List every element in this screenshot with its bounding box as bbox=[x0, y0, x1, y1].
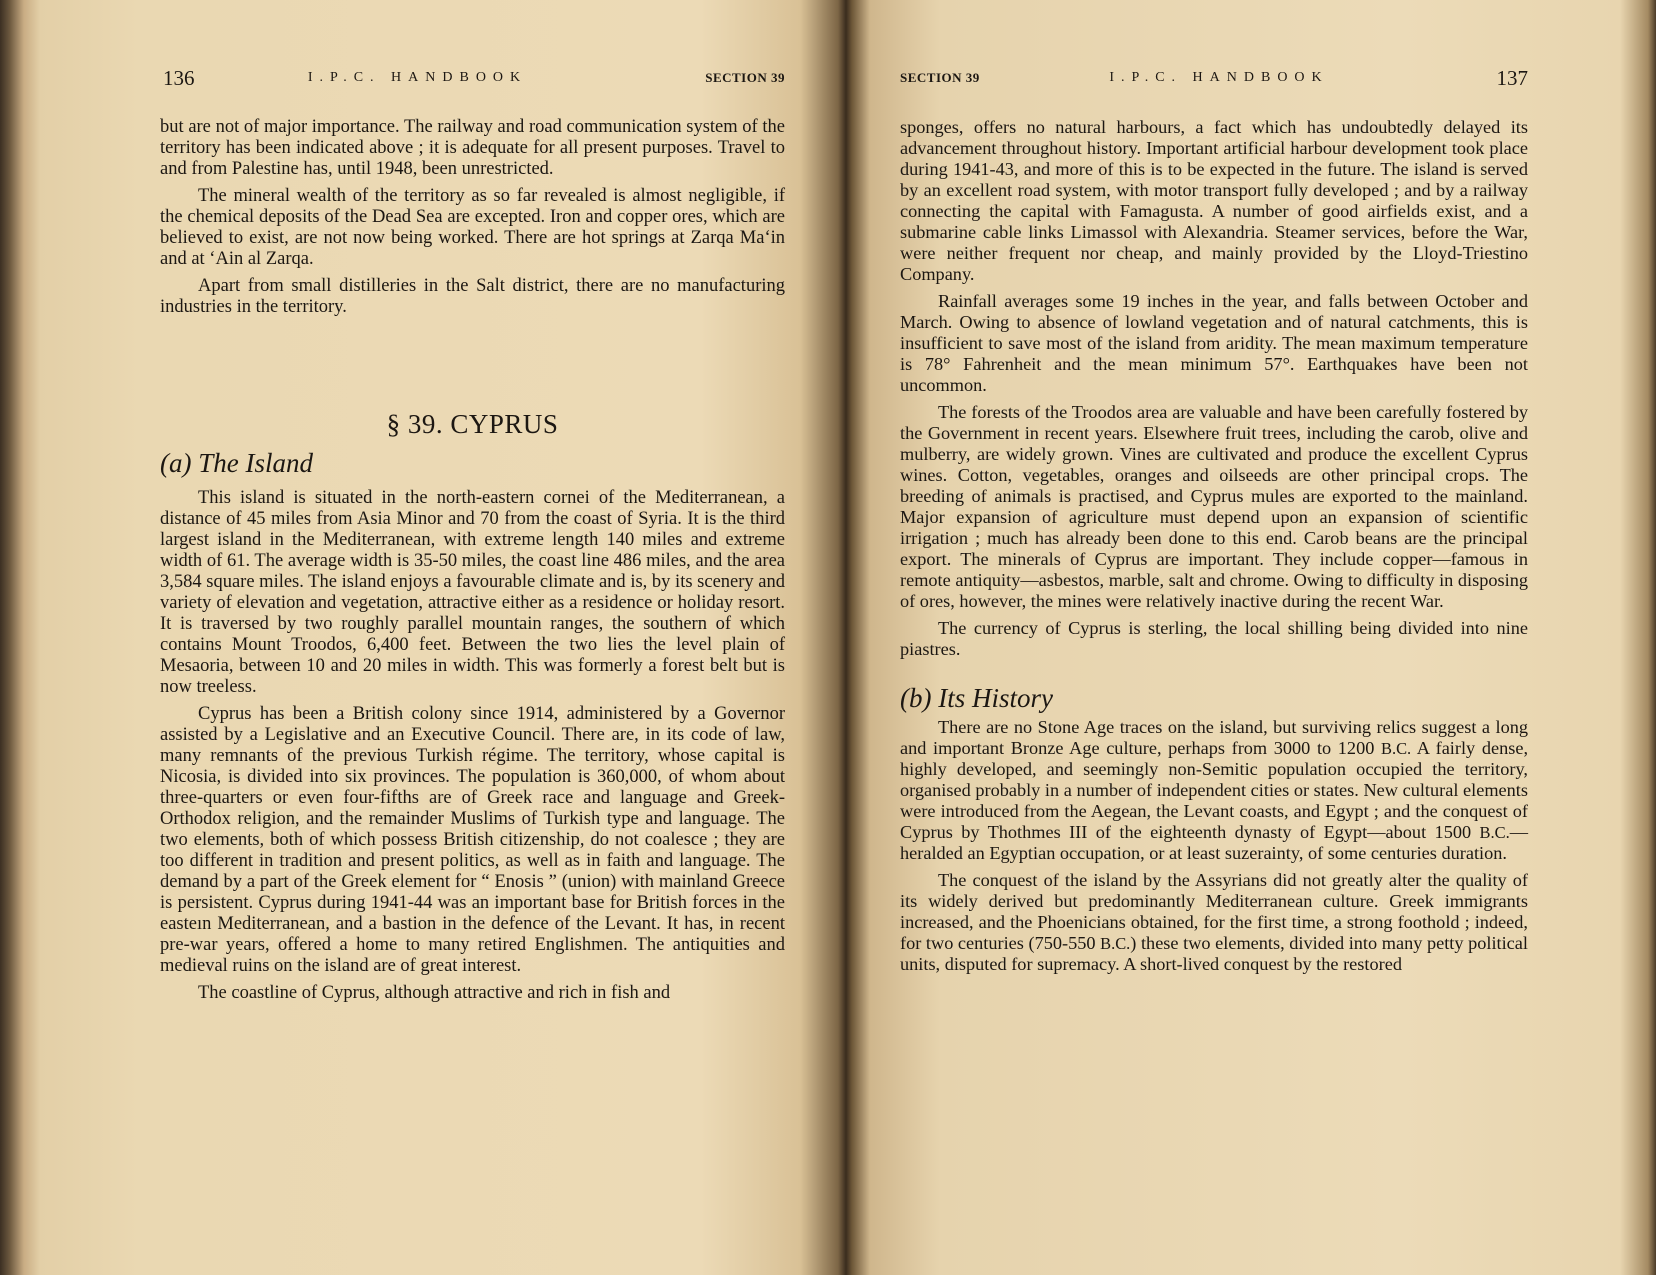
section-heading bbox=[160, 409, 785, 439]
history-text: There are no Stone Age traces on the island, but surviving relics suggest a long and important Bronze Age culture, perhaps from 3000 to 1200 bbox=[900, 717, 1528, 758]
history-text: ) these two elements, divided into many petty political units, disputed for supremacy. A short-lived conquest by the restored bbox=[900, 933, 1528, 974]
left-page-body bbox=[160, 117, 785, 1010]
right-running-head bbox=[900, 66, 1528, 98]
right-page-number: 137 bbox=[1496, 66, 1528, 90]
left-section-label: SECTION 39 bbox=[705, 70, 785, 85]
right-running-title: I.P.C. HANDBOOK bbox=[1109, 70, 1329, 85]
subheading-island: (a) The Island bbox=[160, 448, 313, 478]
paragraph bbox=[900, 717, 1528, 864]
right-section-label: SECTION 39 bbox=[900, 70, 980, 85]
era-abbrev: B.C. bbox=[1100, 934, 1131, 953]
history-text: The conquest of the island by the Assyrians did not greatly alter the quality of its widely derived but predominantly Mediterranean culture. Greek immigrants increased, and the Phoenicians obtained, for the first time, a strong foothold ; indeed, for two centuries (750-550 bbox=[900, 870, 1528, 953]
paragraph: The forests of the Troodos area are valuable and have been carefully fostered by the Government in recent years. Elsewhere fruit trees, including the carob, olive and mulberry, are widely grown. Vines are cultivated and produce the excellent Cyprus wines. Cotton, vegetables, oranges and oilseeds are other principal crops. The breeding of animals is practised, and Cyprus mules are exported to the mainland. Major expansion of agriculture must depend upon an expansion of scientific irrigation ; much has already been done to this end. Carob beans are the principal export. The minerals of Cyprus are important. They include copper—famous in remote antiquity—asbestos, marble, salt and chrome. Owing to difficulty in disposing of ores, however, the mines were relatively inactive during the recent War. bbox=[900, 402, 1528, 611]
paragraph: The coastline of Cyprus, although attractive and rich in fish and bbox=[198, 983, 671, 1003]
era-abbrev: B.C. bbox=[1479, 823, 1510, 842]
history-text: —heralded an Egyptian occupation, or at least suzerainty, of some centuries duration. bbox=[900, 822, 1528, 863]
left-running-head bbox=[160, 66, 785, 98]
paragraph bbox=[900, 870, 1528, 975]
history-text: A fairly dense, highly developed, and seemingly non-Semitic population occupied the territory, organised probably in a number of independent cities or states. New cultural elements were introduced from the Aegean, the Levant coasts, and Egypt ; and the conquest of Cyprus by Thothmes III of the eighteenth dynasty of Egypt—about 1500 bbox=[900, 738, 1529, 842]
left-running-title: I.P.C. HANDBOOK bbox=[307, 70, 528, 85]
subheading-history: (b) Its History bbox=[900, 683, 1053, 713]
paragraph: sponges, offers no natural harbours, a fact which has undoubtedly delayed its advancement throughout history. Important artificial harbour development took place during 1941-43, and more of this is to be expected in the future. The island is served by an excellent road system, with motor transport fully developed ; and by a railway connecting the capital with Famagusta. A number of good airfields exist, and a submarine cable links Limassol with Alexandria. Steamer services, before the War, were neither frequent nor cheap, and mainly provided by the Lloyd-Triestino Company. bbox=[900, 117, 1528, 284]
left-page-number: 136 bbox=[163, 66, 195, 90]
paragraph: Rainfall averages some 19 inches in the year, and falls between October and March. Owing to absence of lowland vegetation and of natural catchments, this is insufficient to save most of the island from aridity. The mean maximum temperature is 78° Fahrenheit and the mean minimum 57°. Earthquakes have been not uncommon. bbox=[900, 291, 1528, 395]
section-heading-text: § 39. CYPRUS bbox=[386, 409, 559, 439]
paragraph: Cyprus has been a British colony since 1914, administered by a Governor assisted by a Legislative and an Executive Council. There are, in its code of law, many remnants of the previous Turkish régime. The territory, whose capital is Nicosia, is divided into six provinces. The population is 360,000, of whom about three-quarters or even four-fifths are of Greek race and language and Greek-Orthodox religion, and the remainder Muslims of Turkish type and language. The two elements, both of which possess British citizenship, do not coalesce ; they are too different in tradition and present politics, as well as in faith and language. The demand by a part of the Greek element for “ Enosis ” (union) with mainland Greece is persistent. Cyprus during 1941-44 was an important base for British forces in the easteın Mediterranean, and a bastion in the defence of the Levant. It has, in recent pre-war years, offered a home to many retired Englishmen. The antiquities and medieval ruins on the island are of great interest. bbox=[160, 704, 785, 976]
paragraph: Apart from small distilleries in the Salt district, there are no manufacturing industries in the territory. bbox=[160, 276, 785, 317]
paragraph: This island is situated in the north-eastern cornei of the Mediterranean, a distance of 45 miles from Asia Minor and 70 from the coast of Syria. It is the third largest island in the Mediterranean, with extreme length 140 miles and extreme width of 61. The average width is 35-50 miles, the coast line 486 miles, and the area 3,584 square miles. The island enjoys a favourable climate and is, by its scenery and variety of elevation and vegetation, attractive either as a residence or holiday resort. It is traversed by two roughly parallel mountain ranges, the southern of which contains Mount Troodos, 6,400 feet. Between the two lies the level plain of Mesaoria, between 10 and 20 miles in width. This was formerly a forest belt but is now treeless. bbox=[160, 488, 785, 697]
paragraph: but are not of major importance. The railway and road communication system of the territory has been indicated above ; it is adequate for all present purposes. Travel to and from Palestine has, until 1948, been unrestricted. bbox=[160, 117, 785, 179]
paragraph: The currency of Cyprus is sterling, the local shilling being divided into nine piastres. bbox=[900, 618, 1528, 659]
era-abbrev: B.C. bbox=[1380, 739, 1412, 758]
paragraph: The mineral wealth of the territory as so far revealed is almost negligible, if the chemical deposits of the Dead Sea are excepted. Iron and copper ores, which are believed to exist, are not now being worked. There are hot springs at Zarqa Ma‘in and at ‘Ain al Zarqa. bbox=[160, 186, 785, 269]
right-page-body bbox=[900, 117, 1528, 981]
